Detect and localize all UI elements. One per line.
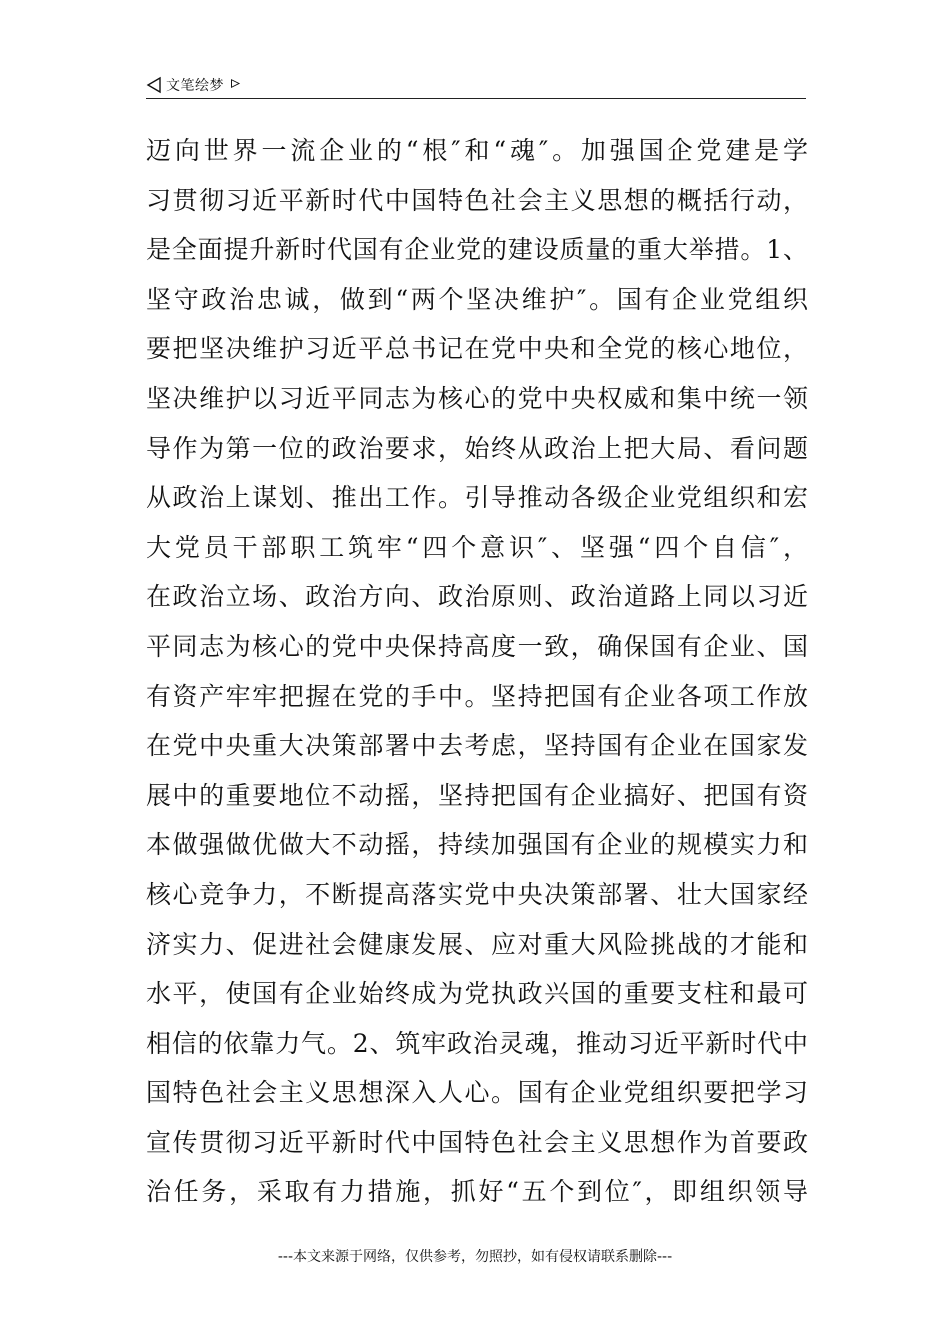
text-line: 坚决维护以习近平同志为核心的党中央权威和集中统一领 [146, 383, 808, 413]
text-line: 导作为第一位的政治要求，始终从政治上把大局、看问题 [146, 433, 808, 463]
page-footer: ---本文来源于网络，仅供参考，勿照抄，如有侵权请联系删除--- [277, 1249, 673, 1265]
text-line: 核心竞争力，不断提高落实党中央决策部署、壮大国家经 [146, 879, 808, 909]
text-line: 济实力、促进社会健康发展、应对重大风险挑战的才能和 [146, 929, 808, 959]
header-brand: 文笔绘梦 [166, 78, 224, 94]
text-line: 大党员干部职工筑牢“四个意识″、坚强“四个自信″， [146, 532, 808, 562]
text-line: 平同志为核心的党中央保持高度一致，确保国有企业、国 [146, 631, 808, 661]
text-line: 本做强做优做大不动摇，持续加强国有企业的规模实力和 [146, 830, 808, 860]
text-line: 展中的重要地位不动摇，坚持把国有企业搞好、把国有资 [146, 780, 808, 810]
triangle-left-icon [146, 76, 162, 94]
text-line: 治任务，采取有力措施，抓好“五个到位″，即组织领导 [146, 1177, 808, 1207]
text-line: 水平，使国有企业始终成为党执政兴国的重要支柱和最可 [146, 979, 808, 1009]
header-divider [146, 98, 806, 99]
text-line: 在党中央重大决策部署中去考虑，坚持国有企业在国家发 [146, 731, 808, 761]
triangle-right-icon [230, 78, 242, 92]
text-line: 在政治立场、政治方向、政治原则、政治道路上同以习近 [146, 582, 808, 612]
text-line: 要把坚决维护习近平总书记在党中央和全党的核心地位， [146, 334, 808, 364]
text-line: 坚守政治忠诚，做到“两个坚决维护″。国有企业党组织 [146, 284, 808, 314]
page-header [146, 74, 242, 96]
text-line: 是全面提升新时代国有企业党的建设质量的重大举措。1、 [146, 235, 808, 265]
text-line: 相信的依靠力气。2、筑牢政治灵魂，推动习近平新时代中 [146, 1028, 808, 1058]
text-line: 有资产牢牢把握在党的手中。坚持把国有企业各项工作放 [146, 681, 808, 711]
text-line: 习贯彻习近平新时代中国特色社会主义思想的概括行动， [146, 185, 808, 215]
document-body [146, 126, 808, 1217]
text-line: 从政治上谋划、推出工作。引导推动各级企业党组织和宏 [146, 483, 808, 513]
text-line: 国特色社会主义思想深入人心。国有企业党组织要把学习 [146, 1078, 808, 1108]
text-line: 宣传贯彻习近平新时代中国特色社会主义思想作为首要政 [146, 1127, 808, 1157]
text-line: 迈向世界一流企业的“根″和“魂″。加强国企党建是学 [146, 136, 808, 165]
